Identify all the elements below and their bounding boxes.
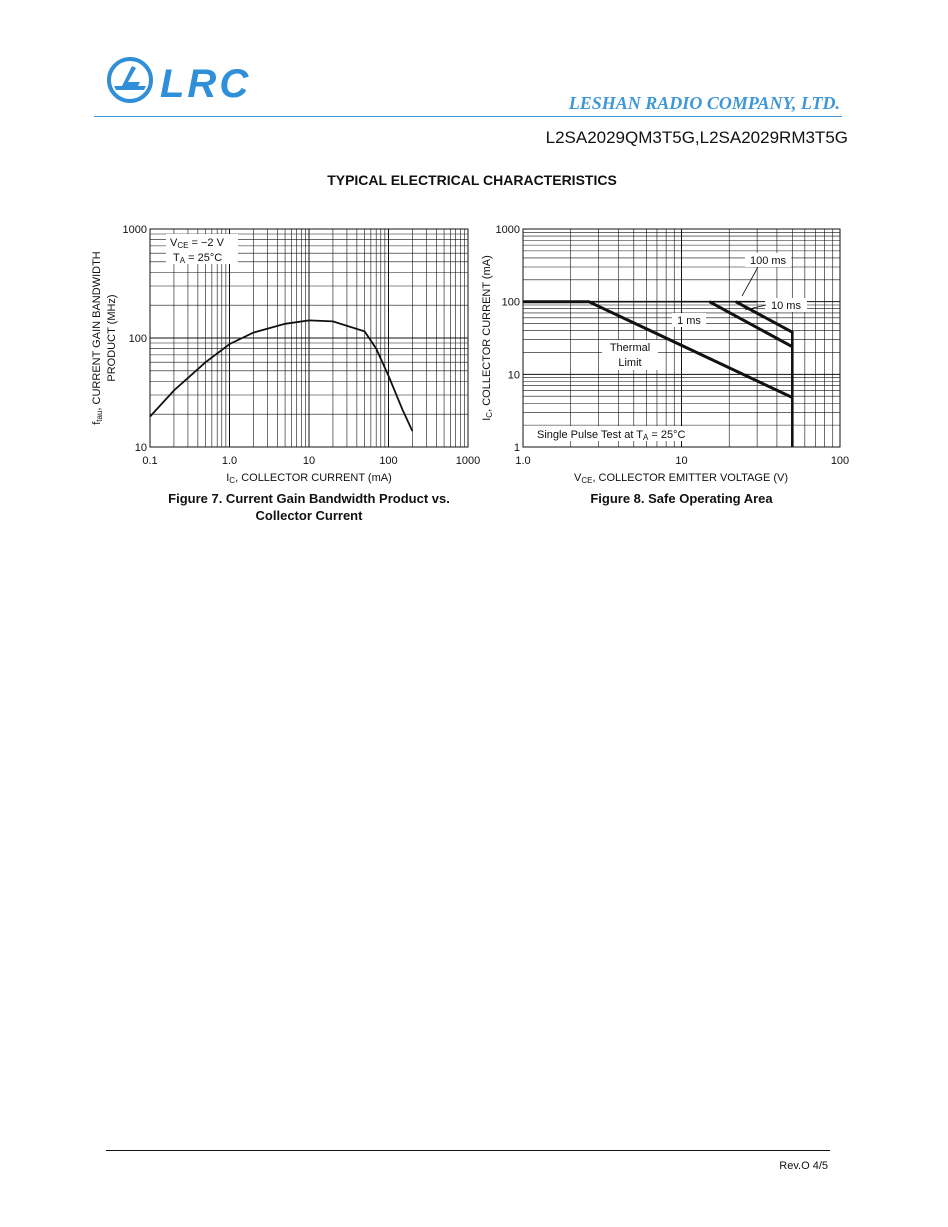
figure8-ylabel: IC, COLLECTOR CURRENT (mA) xyxy=(481,255,494,421)
part-numbers: L2SA2029QM3T5G,L2SA2029RM3T5G xyxy=(545,128,848,147)
figure7-caption-line1: Figure 7. Current Gain Bandwidth Product vs. xyxy=(168,491,450,506)
figure7-xtick-label: 1.0 xyxy=(221,455,238,467)
section-title: TYPICAL ELECTRICAL CHARACTERISTICS xyxy=(327,172,617,188)
figure7-ytick-label: 10 xyxy=(134,442,147,454)
label-100ms-leader xyxy=(742,267,758,296)
figure8-ytick-label: 100 xyxy=(501,296,520,309)
footer-divider xyxy=(106,1150,830,1151)
label-1ms: 1 ms xyxy=(677,315,701,327)
page-revision: Rev.O 4/5 xyxy=(779,1160,828,1172)
figure7-condition-ta: TA = 25°C xyxy=(173,252,223,265)
figure7-xtick-label: 10 xyxy=(302,455,316,467)
figure8-xlabel: VCE, COLLECTOR EMITTER VOLTAGE (V) xyxy=(573,472,789,485)
figure8-chart xyxy=(0,0,948,540)
figure8-xtick-label: 1.0 xyxy=(515,455,531,467)
figure7-ylabel-line2: PRODUCT (MHz) xyxy=(106,294,118,382)
figure8-ytick-label: 1000 xyxy=(495,224,520,236)
figure7-xtick-label: 100 xyxy=(379,455,398,467)
figure7-ytick-label: 1000 xyxy=(122,224,147,236)
figure8-xtick-label: 10 xyxy=(675,455,688,467)
figure8-pulse-note: Single Pulse Test at TA = 25°C xyxy=(537,429,686,442)
figure8-ytick-label: 1 xyxy=(513,442,520,454)
figure8-xtick-label: 100 xyxy=(830,455,850,467)
label-100ms: 100 ms xyxy=(749,255,787,267)
logo-text: LRC xyxy=(160,62,252,106)
figure8-caption: Figure 8. Safe Operating Area xyxy=(590,491,773,506)
figure7-xtick-label: 0.1 xyxy=(142,455,158,467)
figure7-ylabel-line1: ftau, CURRENT GAIN BANDWIDTH xyxy=(91,251,104,425)
label-limit: Limit xyxy=(618,357,642,369)
figure7-xtick-label: 1000 xyxy=(455,455,481,467)
figure7-caption-line2: Collector Current xyxy=(255,508,363,523)
label-10ms: 10 ms xyxy=(771,300,801,312)
figure8-ytick-label: 10 xyxy=(507,369,520,382)
label-thermal: Thermal xyxy=(609,342,651,354)
company-name: LESHAN RADIO COMPANY, LTD. xyxy=(568,93,840,113)
figure7-xlabel: IC, COLLECTOR CURRENT (mA) xyxy=(226,472,392,485)
figure7-condition-vce: VCE = −2 V xyxy=(170,237,224,250)
figure7-ytick-label: 100 xyxy=(128,333,147,345)
